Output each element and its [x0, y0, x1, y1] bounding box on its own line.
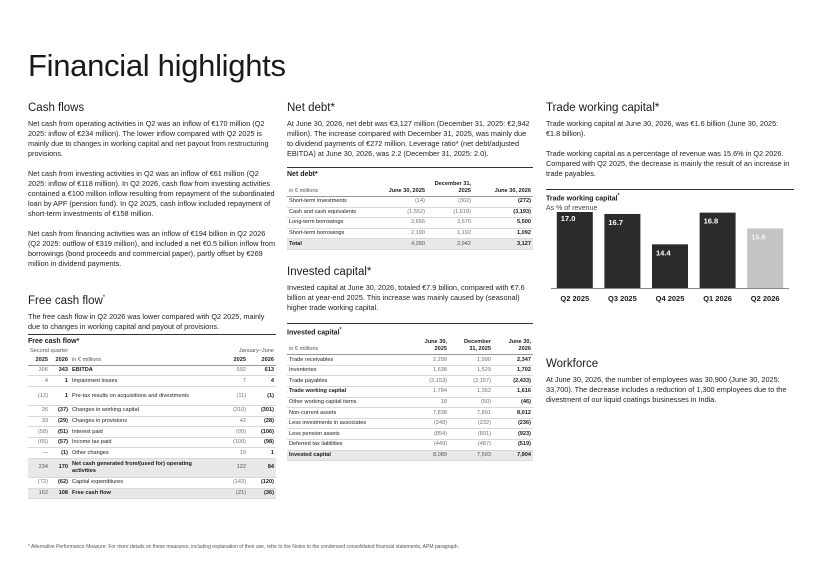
ic-cell-v2: (232) — [449, 418, 493, 429]
x-tick-label: Q2 2026 — [750, 294, 780, 304]
table-row — [287, 218, 533, 229]
table-row — [28, 477, 276, 488]
fcf-cell-q2026: 1 — [50, 376, 70, 387]
workforce-heading: Workforce — [546, 358, 599, 371]
ic-col-unit: in € millions — [287, 338, 405, 355]
fcf-cell-h2025: (310) — [218, 406, 248, 417]
fcf-cell-h2026: 613 — [248, 365, 276, 376]
fcf-cell-h2026: (301) — [248, 406, 276, 417]
fcf-cell-q2026: 1 — [50, 387, 70, 406]
fcf-cell-h2026: 84 — [248, 458, 276, 477]
ic-cell-v3: (923) — [493, 429, 533, 440]
nd-cell-v3: 5,500 — [473, 218, 533, 229]
twc-paragraph-1: Trade working capital at June 30, 2026, was €1.6 billion (June 30, 2025: €1.8 billion). — [546, 119, 779, 138]
table-row — [28, 458, 276, 477]
bar-q2-2025 — [557, 212, 593, 288]
ic-cell-label: Inventories — [287, 365, 405, 376]
fcf-cell-q2026: 343 — [50, 365, 70, 376]
fcf-cell-h2026: (106) — [248, 427, 276, 438]
fcf-cell-label: Net cash generated from/(used for) operating activities — [70, 458, 218, 477]
table-row — [287, 239, 533, 250]
table-row — [287, 365, 533, 376]
table-row — [28, 387, 276, 406]
twc-chart-title: Trade working capital* — [546, 193, 620, 203]
fcf-cell-h2026: 1 — [248, 448, 276, 459]
fcf-cell-h2026: (28) — [248, 416, 276, 427]
invested-capital-table-body — [287, 355, 533, 461]
trade-working-capital-heading: Trade working capital* — [546, 102, 660, 114]
fcf-cell-label: Changes in provisions — [70, 416, 218, 427]
nd-cell-v3: (272) — [473, 197, 533, 208]
table-row — [287, 408, 533, 419]
bar-value-label: 16.8 — [703, 216, 719, 226]
fcf-cell-h2026: (98) — [248, 437, 276, 448]
fcf-cell-q2026: 170 — [50, 458, 70, 477]
invested-capital-table — [287, 323, 533, 461]
table-row — [287, 440, 533, 451]
ic-cell-label: Non-current assets — [287, 408, 405, 419]
footnote: * Alternative Performance Measure: For more details on these measures, including explanation of their use, refer to the Notes to the condensed consolidated financial statements, APM paragraph. — [28, 544, 460, 550]
x-tick-label: Q1 2026 — [703, 294, 732, 304]
nd-cell-v2: 2,942 — [427, 239, 473, 250]
fcf-cell-label: Pre-tax results on acquisitions and divestments — [70, 387, 218, 406]
table-row — [287, 376, 533, 387]
fcf-col-unit: in € millions — [70, 356, 218, 366]
ic-cell-v3: 7,904 — [493, 450, 533, 461]
ic-cell-v2: 7,891 — [449, 408, 493, 419]
nd-cell-v3: (3,193) — [473, 207, 533, 218]
ic-cell-v1: 1,784 — [405, 387, 449, 398]
ic-cell-label: Trade receivables — [287, 355, 405, 366]
table-row — [287, 197, 533, 208]
fcf-cell-q2025: (65) — [28, 437, 50, 448]
free-cash-flow-table-title: Free cash flow* — [28, 337, 80, 345]
ic-cell-v1: 7,838 — [405, 408, 449, 419]
ic-cell-label: Other working capital items — [287, 397, 405, 408]
ic-cell-v1: 18 — [405, 397, 449, 408]
ic-cell-v1: (2,153) — [405, 376, 449, 387]
ic-cell-v2: 1,990 — [449, 355, 493, 366]
right-column — [546, 101, 794, 405]
fcf-group-right: January–June — [238, 347, 274, 354]
fcf-col-h2026: 2026 — [248, 356, 276, 366]
fcf-cell-q2026: (1) — [50, 448, 70, 459]
table-row — [28, 365, 276, 376]
ic-cell-v1: (248) — [405, 418, 449, 429]
free-cash-flow-paragraph: The free cash flow in Q2 2026 was lower compared with Q2 2025, mainly due to changes in working capital and payout of provisions. — [28, 311, 265, 331]
nd-cell-v2: (1,618) — [427, 207, 473, 218]
fcf-cell-q2025: 26 — [28, 406, 50, 417]
fcf-cell-label: EBITDA — [70, 365, 218, 376]
fcf-cell-q2026: (57) — [50, 437, 70, 448]
table-row — [28, 427, 276, 438]
ic-cell-v3: (519) — [493, 440, 533, 451]
ic-cell-v2: 1,362 — [449, 387, 493, 398]
nd-col-3: June 30, 2026 — [473, 180, 533, 197]
ic-cell-v3: 8,012 — [493, 408, 533, 419]
net-debt-table — [287, 167, 533, 250]
nd-cell-v1: 4,280 — [365, 239, 427, 250]
fcf-cell-h2025: 122 — [218, 458, 248, 477]
table-row — [287, 397, 533, 408]
nd-cell-label: Short-term investments — [287, 197, 365, 208]
ic-cell-label: Deferred tax liabilities — [287, 440, 405, 451]
twc-paragraph-2: Trade working capital as a percentage of revenue was 15.6% in Q2 2026. Compared with Q2 2025, the decrease is mainly the result of an increase in trade payables. — [546, 149, 790, 178]
x-tick-label: Q2 2025 — [560, 294, 590, 304]
fcf-cell-h2026: (1) — [248, 387, 276, 406]
fcf-cell-h2025: (11) — [218, 387, 248, 406]
invested-capital-table-title: Invested capital* — [287, 326, 342, 337]
page-title: Financial highlights — [28, 48, 286, 83]
free-cash-flow-table — [28, 334, 276, 499]
nd-cell-v3: 1,092 — [473, 228, 533, 239]
ic-col-1: June 30, 2025 — [405, 338, 449, 355]
nd-col-unit: in € millions — [287, 180, 365, 197]
fcf-col-q2025: 2025 — [28, 356, 50, 366]
fcf-col-q2026: 2026 — [50, 356, 70, 366]
table-row — [287, 418, 533, 429]
fcf-cell-q2025: — — [28, 448, 50, 459]
fcf-cell-q2025: (72) — [28, 477, 50, 488]
fcf-cell-label: Free cash flow — [70, 488, 218, 499]
fcf-cell-h2026: (36) — [248, 488, 276, 499]
ic-cell-label: Invested capital — [287, 450, 405, 461]
ic-cell-label: Less pension assets — [287, 429, 405, 440]
middle-column — [287, 101, 533, 461]
fcf-cell-h2025: 592 — [218, 365, 248, 376]
cash-flows-heading: Cash flows — [28, 102, 85, 114]
fcf-table-body — [28, 365, 276, 498]
x-tick-label: Q4 2025 — [655, 294, 685, 304]
fcf-cell-q2026: (51) — [50, 427, 70, 438]
ic-cell-v3: (46) — [493, 397, 533, 408]
net-debt-heading: Net debt* — [287, 102, 335, 114]
cash-flows-paragraph-operating: Net cash from operating activities in Q2 was an inflow of €170 million (Q2 2025: inflow of €234 million). The lower inflow compared with Q2 2025 is mainly due to changes in working capital and net payout from restructuring provisions. — [28, 119, 269, 158]
ic-cell-v2: (487) — [449, 440, 493, 451]
fcf-cell-h2025: (99) — [218, 427, 248, 438]
ic-col-3: June 30, 2026 — [493, 338, 533, 355]
table-row — [28, 416, 276, 427]
nd-cell-v1: (14) — [365, 197, 427, 208]
fcf-cell-label: Changes in working capital — [70, 406, 218, 417]
table-row — [28, 406, 276, 417]
fcf-cell-h2025: 42 — [218, 416, 248, 427]
nd-cell-v3: 3,127 — [473, 239, 533, 250]
table-row — [287, 355, 533, 366]
twc-chart-subtitle: As % of revenue — [546, 205, 598, 213]
table-row — [28, 488, 276, 499]
nd-cell-v2: (302) — [427, 197, 473, 208]
table-row — [287, 429, 533, 440]
fcf-cell-label: Impairment losses — [70, 376, 218, 387]
fcf-cell-q2025: 306 — [28, 365, 50, 376]
nd-cell-label: Long-term borrowings — [287, 218, 365, 229]
nd-cell-v2: 3,670 — [427, 218, 473, 229]
net-debt-table-body — [287, 197, 533, 250]
net-debt-paragraph: At June 30, 2026, net debt was €3,127 million (December 31, 2025: €2,942 million). The increase compared with December 31, 2025, was mainly due to dividend payments of €272 million. Leverage ratio* (net debt/adjusted EBITDA) at June 30, 2026, was 2.2 (December 31, 2025: 2.0). — [287, 119, 530, 158]
fcf-cell-label: Income tax paid — [70, 437, 218, 448]
fcf-cell-label: Interest paid — [70, 427, 218, 438]
twc-bar-chart — [546, 212, 794, 312]
fcf-cell-q2026: 108 — [50, 488, 70, 499]
fcf-cell-q2026: (62) — [50, 477, 70, 488]
fcf-group-left: Second quarter — [30, 347, 69, 354]
free-cash-flow-heading: Free cash flow* — [28, 294, 106, 307]
ic-cell-label: Less investments in associates — [287, 418, 405, 429]
ic-cell-v1: 8,089 — [405, 450, 449, 461]
x-tick-label: Q3 2025 — [608, 294, 637, 304]
ic-cell-v3: (2,433) — [493, 376, 533, 387]
table-row — [28, 437, 276, 448]
ic-cell-v3: 1,702 — [493, 365, 533, 376]
nd-col-2: December 31, 2025 — [427, 180, 473, 197]
nd-cell-v1: 2,190 — [365, 228, 427, 239]
fcf-cell-h2025: 10 — [218, 448, 248, 459]
nd-cell-v2: 1,192 — [427, 228, 473, 239]
ic-cell-label: Trade payables — [287, 376, 405, 387]
fcf-col-h2025: 2025 — [218, 356, 248, 366]
fcf-cell-label: Other changes — [70, 448, 218, 459]
fcf-cell-q2026: (37) — [50, 406, 70, 417]
ic-cell-v2: (50) — [449, 397, 493, 408]
fcf-cell-q2025: 33 — [28, 416, 50, 427]
ic-cell-v2: (2,157) — [449, 376, 493, 387]
nd-cell-label: Short-term borrowings — [287, 228, 365, 239]
fcf-cell-q2025: (12) — [28, 387, 50, 406]
bar-value-label: 14.4 — [656, 248, 671, 258]
left-column — [28, 101, 276, 499]
cash-flows-paragraph-financing: Net cash from financing activities was an inflow of €194 billion in Q2 2026 (Q2 2025: outflow of €319 million), and included a net €0.5 billion inflow from borrowings (bond proceeds and commercial paper), partly offset by €269 million in dividend payments. — [28, 229, 276, 268]
ic-cell-v3: 2,347 — [493, 355, 533, 366]
table-row — [287, 387, 533, 398]
fcf-cell-q2025: 234 — [28, 458, 50, 477]
net-debt-table-title: Net debt* — [287, 171, 318, 178]
nd-cell-v1: 3,656 — [365, 218, 427, 229]
table-row — [287, 450, 533, 461]
workforce-paragraph: At June 30, 2026, the number of employees was 30,900 (June 30, 2025: 33,700). The decrease includes a reduction of 1,300 employees due to the divestment of our liquid coatings businesses in India. — [546, 375, 787, 405]
fcf-cell-h2026: (120) — [248, 477, 276, 488]
ic-cell-v1: (449) — [405, 440, 449, 451]
bar-value-label: 15.6 — [751, 232, 766, 242]
nd-cell-v1: (1,552) — [365, 207, 427, 218]
fcf-cell-h2025: 7 — [218, 376, 248, 387]
cash-flows-paragraph-investing: Net cash from investing activities in Q2 was an inflow of €61 million (Q2 2025: inflow of €118 million). In Q2 2026, cash flow from investing activities contained a €100 million inflow resulting from repayment of the subordinated loan by APF (pension fund). In Q2 2025, cash inflow included repayment of short-term investments of €158 million. — [28, 169, 275, 218]
ic-cell-v1: (854) — [405, 429, 449, 440]
ic-cell-v2: (891) — [449, 429, 493, 440]
bar-value-label: 16.7 — [608, 218, 624, 228]
fcf-cell-h2025: (143) — [218, 477, 248, 488]
fcf-cell-q2026: (29) — [50, 416, 70, 427]
nd-cell-label: Total — [287, 239, 365, 250]
fcf-cell-h2025: (21) — [218, 488, 248, 499]
table-row — [28, 448, 276, 459]
invested-capital-paragraph: Invested capital at June 30, 2026, totaled €7.9 billion, compared with €7.6 billion at year-end 2025. This increase was mainly caused by (seasonal) higher trade working capital. — [287, 282, 525, 312]
twc-chart-container — [546, 189, 794, 317]
table-row — [28, 376, 276, 387]
ic-cell-v2: 1,529 — [449, 365, 493, 376]
ic-cell-v3: 1,616 — [493, 387, 533, 398]
fcf-cell-q2025: (58) — [28, 427, 50, 438]
fcf-cell-h2025: (109) — [218, 437, 248, 448]
ic-col-2: December 31, 2025 — [449, 338, 493, 355]
invested-capital-heading: Invested capital* — [287, 265, 372, 278]
ic-cell-v1: 1,638 — [405, 365, 449, 376]
fcf-cell-h2026: 4 — [248, 376, 276, 387]
fcf-cell-q2025: 162 — [28, 488, 50, 499]
table-row — [287, 228, 533, 239]
fcf-cell-q2025: 4 — [28, 376, 50, 387]
nd-cell-label: Cash and cash equivalents — [287, 207, 365, 218]
ic-cell-v3: (236) — [493, 418, 533, 429]
table-row — [287, 207, 533, 218]
ic-cell-v1: 2,299 — [405, 355, 449, 366]
bar-value-label: 17.0 — [560, 214, 576, 224]
fcf-cell-label: Capital expenditures — [70, 477, 218, 488]
ic-cell-v2: 7,593 — [449, 450, 493, 461]
nd-col-1: June 30, 2025 — [365, 180, 427, 197]
ic-cell-label: Trade working capital — [287, 387, 405, 398]
